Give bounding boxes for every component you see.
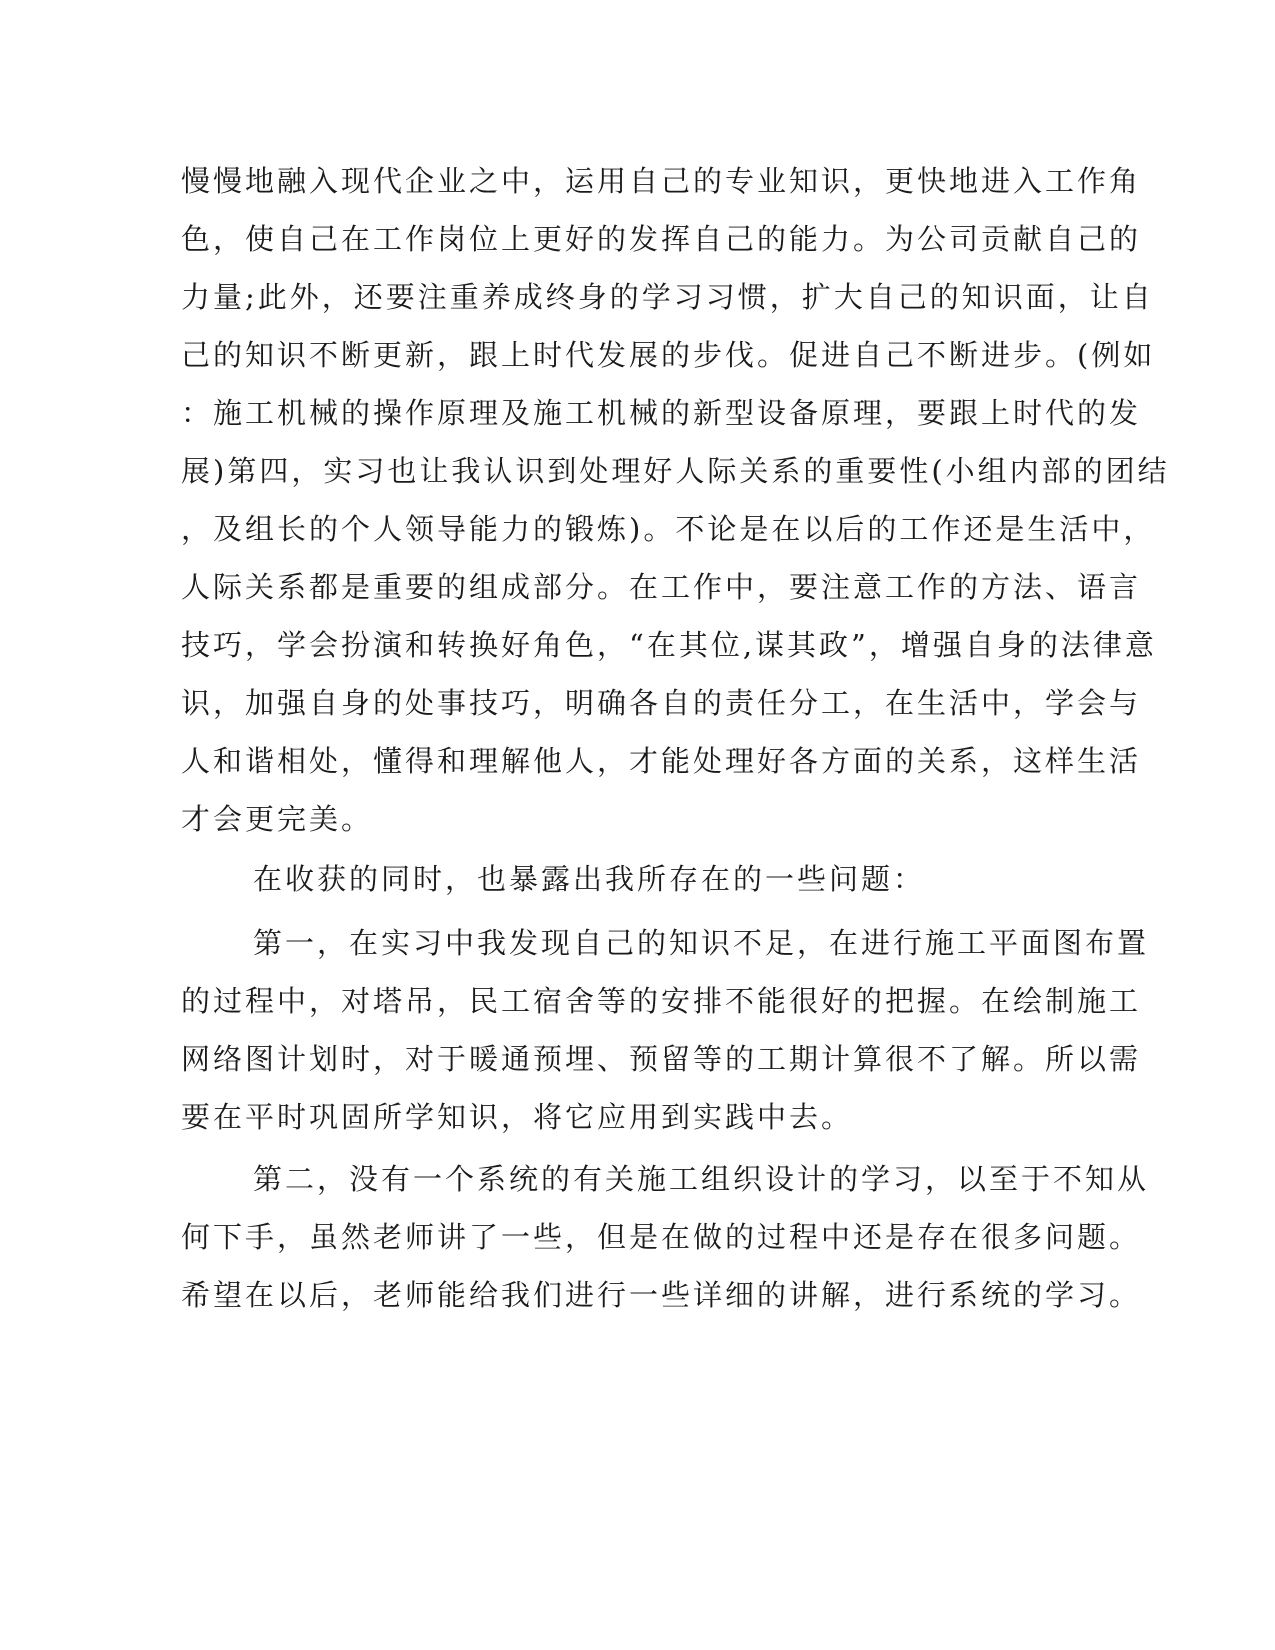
text-line: 的过程中，对塔吊，民工宿舍等的安排不能很好的把握。在绘制施工	[181, 984, 1142, 1018]
text-line: 力量;此外，还要注重养成终身的学习习惯，扩大自己的知识面，让自	[181, 280, 1154, 314]
text-line: ：施工机械的操作原理及施工机械的新型设备原理，要跟上时代的发	[181, 396, 1142, 430]
text-line: 希望在以后，老师能给我们进行一些详细的讲解，进行系统的学习。	[181, 1278, 1142, 1312]
text-line: 才会更完美。	[181, 802, 374, 836]
text-line: 在收获的同时，也暴露出我所存在的一些问题：	[253, 862, 926, 896]
text-line: 网络图计划时，对于暖通预埋、预留等的工期计算很不了解。所以需	[181, 1042, 1142, 1076]
text-line: 人和谐相处，懂得和理解他人，才能处理好各方面的关系，这样生活	[181, 744, 1142, 778]
text-line: 第一，在实习中我发现自己的知识不足，在进行施工平面图布置	[253, 926, 1150, 960]
text-line: 己的知识不断更新，跟上时代发展的步伐。促进自己不断进步。(例如	[181, 338, 1156, 372]
text-line: 要在平时巩固所学知识，将它应用到实践中去。	[181, 1100, 854, 1134]
text-line: 色，使自己在工作岗位上更好的发挥自己的能力。为公司贡献自己的	[181, 222, 1142, 256]
text-line: 第二，没有一个系统的有关施工组织设计的学习，以至于不知从	[253, 1162, 1150, 1196]
text-line: 慢慢地融入现代企业之中，运用自己的专业知识，更快地进入工作角	[181, 164, 1142, 198]
text-line: 识，加强自身的处事技巧，明确各自的责任分工，在生活中，学会与	[181, 686, 1142, 720]
text-line: 展)第四，实习也让我认识到处理好人际关系的重要性(小组内部的团结	[181, 454, 1170, 488]
text-line: 人际关系都是重要的组成部分。在工作中，要注意工作的方法、语言	[181, 570, 1142, 604]
text-line: 技巧，学会扮演和转换好角色，“在其位,谋其政”，增强自身的法律意	[181, 628, 1157, 662]
text-line: 何下手，虽然老师讲了一些，但是在做的过程中还是存在很多问题。	[181, 1220, 1142, 1254]
text-line: ，及组长的个人领导能力的锻炼)。不论是在以后的工作还是生活中，	[181, 512, 1156, 546]
